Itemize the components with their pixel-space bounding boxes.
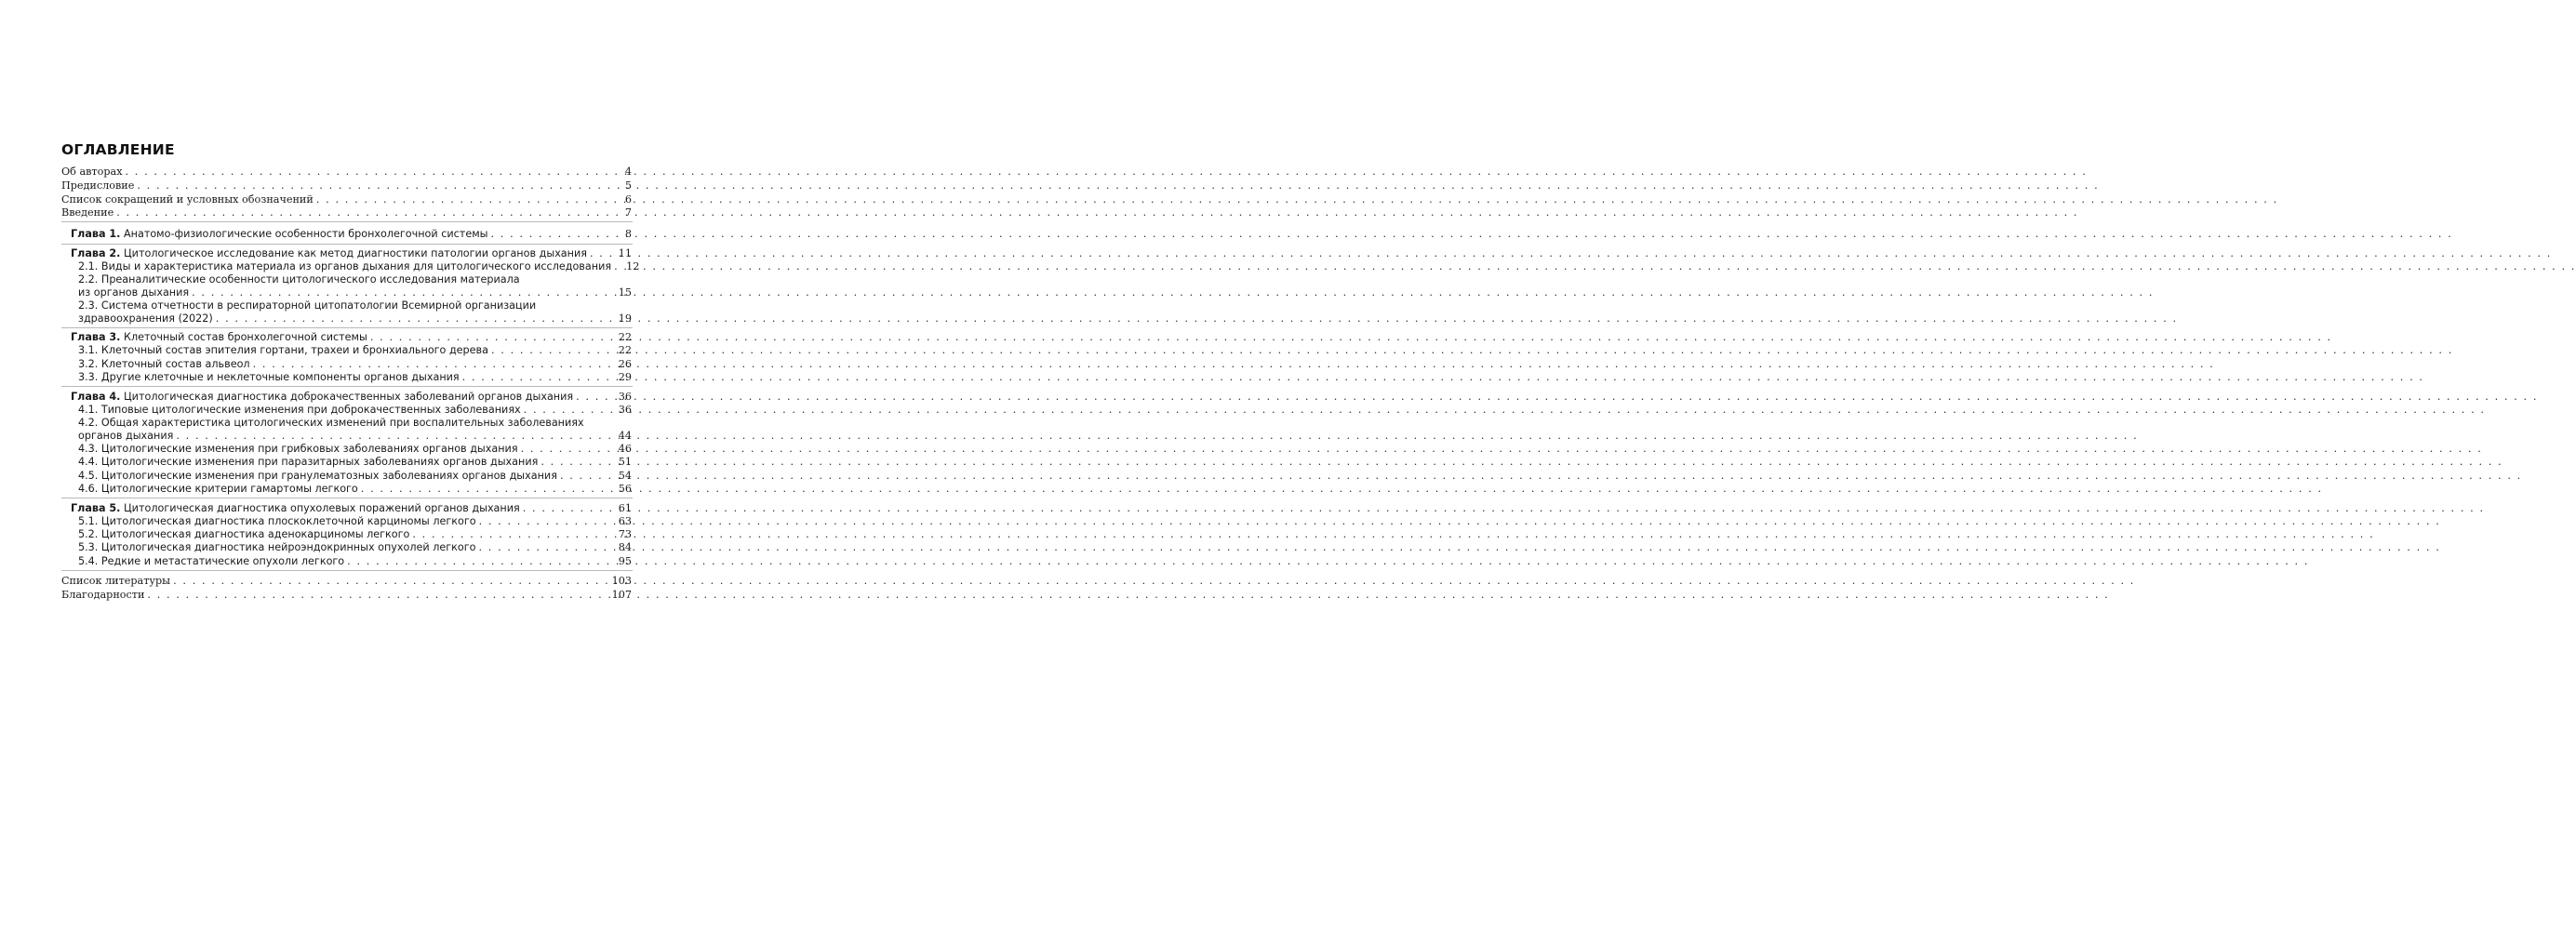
section-title: 4.3. Цитологические изменения при грибковых заболеваниях органов дыхания — [78, 443, 518, 455]
entry-page: 26 — [618, 358, 632, 370]
toc-section-2-3[interactable] — [78, 299, 632, 326]
entry-text: Благодарности — [61, 589, 145, 601]
entry-page: 44 — [618, 430, 632, 442]
section-title-line1: 2.3. Система отчетности в респираторной цитопатологии Всемирной организации — [78, 299, 537, 312]
dot-leader — [478, 541, 615, 554]
dot-leader — [590, 247, 616, 260]
entry-page: 22 — [618, 331, 632, 343]
section-title: 5.2. Цитологическая диагностика аденокарциномы легкого — [78, 528, 410, 540]
dot-leader — [491, 344, 616, 357]
section-title: 5.4. Редкие и метастатические опухоли легкого — [78, 555, 345, 567]
chapter-title: Анатомо-физиологические особенности бронхолегочной системы — [124, 228, 488, 240]
dot-leader — [137, 179, 622, 193]
dot-leader — [126, 166, 622, 179]
entry-page: 36 — [618, 404, 632, 416]
toc-entry-abbreviations[interactable] — [61, 193, 632, 206]
toc-section-4-6[interactable] — [78, 483, 632, 496]
entry-page: 6 — [624, 193, 632, 206]
dot-leader — [192, 286, 616, 299]
dot-leader — [361, 483, 616, 496]
toc-chapter-1[interactable] — [71, 228, 632, 241]
dot-leader — [412, 528, 615, 541]
dot-leader — [614, 260, 623, 273]
toc-section-5-3[interactable] — [78, 541, 632, 554]
section-title: 4.6. Цитологические критерии гамартомы легкого — [78, 483, 358, 495]
entry-page: 61 — [618, 502, 632, 514]
document-page — [0, 0, 698, 930]
dot-leader — [576, 391, 616, 404]
entry-page: 7 — [624, 206, 632, 219]
dot-leader — [524, 404, 616, 417]
section-title: из органов дыхания — [78, 286, 190, 299]
toc-section-2-1[interactable] — [78, 260, 640, 273]
dot-leader — [253, 358, 616, 371]
toc-entry-references[interactable] — [61, 575, 632, 588]
toc-section-3-3[interactable] — [78, 371, 632, 384]
section-title: 2.1. Виды и характеристика материала из органов дыхания для цитологического исследования — [78, 260, 612, 272]
chapter-title: Цитологическая диагностика опухолевых поражений органов дыхания — [124, 502, 520, 514]
section-title: 5.3. Цитологическая диагностика нейроэндокринных опухолей легкого — [78, 541, 476, 553]
section-title: 3.3. Другие клеточные и неклеточные компоненты органов дыхания — [78, 371, 460, 383]
section-title: 4.5. Цитологические изменения при гранулематозных заболеваниях органов дыхания — [78, 470, 557, 482]
chapter-title: Цитологическое исследование как метод диагностики патологии органов дыхания — [124, 247, 587, 259]
section-title: 4.4. Цитологические изменения при паразитарных заболеваниях органов дыхания — [78, 456, 539, 468]
toc-entry-introduction[interactable] — [61, 206, 632, 219]
entry-text: Об авторах — [61, 166, 123, 178]
section-title: 3.2. Клеточный состав альвеол — [78, 358, 250, 370]
toc-section-4-1[interactable] — [78, 404, 632, 417]
dot-leader — [490, 228, 621, 241]
section-divider — [61, 570, 633, 571]
toc-section-4-3[interactable] — [78, 443, 632, 456]
toc-entry-acknowledgements[interactable] — [61, 589, 632, 602]
chapter-title: Цитологическая диагностика доброкачественных заболеваний органов дыхания — [124, 391, 574, 403]
entry-page: 46 — [618, 443, 632, 455]
section-title: 5.1. Цитологическая диагностика плоскоклеточной карциномы легкого — [78, 515, 476, 527]
entry-page: 56 — [618, 483, 632, 495]
dot-leader — [370, 331, 616, 344]
page-title: ОГЛАВЛЕНИЕ — [61, 141, 175, 158]
section-title: здравоохранения (2022) — [78, 312, 213, 325]
toc-section-3-1[interactable] — [78, 344, 632, 357]
chapter-label: Глава 3. — [71, 331, 121, 343]
section-title-line1: 4.2. Общая характеристика цитологических изменений при воспалительных заболеваниях — [78, 417, 584, 429]
entry-page: 103 — [611, 575, 632, 587]
entry-text: Список литературы — [61, 575, 171, 587]
entry-page: 51 — [618, 456, 632, 468]
toc-entry-about-authors[interactable] — [61, 166, 632, 179]
entry-page: 19 — [618, 312, 632, 325]
toc-chapter-4[interactable] — [71, 391, 632, 404]
dot-leader — [523, 502, 616, 515]
entry-page: 11 — [618, 247, 632, 259]
toc-section-5-2[interactable] — [78, 528, 632, 541]
entry-page: 36 — [618, 391, 632, 403]
dot-leader — [173, 575, 609, 588]
toc-section-5-4[interactable] — [78, 555, 632, 568]
entry-page: 84 — [618, 541, 632, 553]
dot-leader — [347, 555, 616, 568]
toc-section-5-1[interactable] — [78, 515, 632, 528]
chapter-label: Глава 1. — [71, 228, 121, 240]
chapter-label: Глава 2. — [71, 247, 121, 259]
entry-page: 73 — [618, 528, 632, 540]
toc-section-4-2[interactable] — [78, 417, 632, 443]
section-title: 4.1. Типовые цитологические изменения при доброкачественных заболеваниях — [78, 404, 521, 416]
dot-leader — [116, 206, 622, 219]
toc-section-4-5[interactable] — [78, 470, 632, 483]
entry-text: Список сокращений и условных обозначений — [61, 193, 314, 206]
section-divider — [61, 327, 633, 328]
entry-page: 54 — [618, 470, 632, 482]
entry-page: 107 — [611, 589, 632, 601]
section-title: органов дыхания — [78, 430, 174, 442]
dot-leader — [176, 430, 615, 443]
entry-text: Предисловие — [61, 179, 135, 192]
section-divider — [61, 386, 633, 387]
dot-leader — [521, 443, 616, 456]
toc-chapter-2[interactable] — [71, 247, 632, 260]
toc-section-2-2[interactable] — [78, 273, 632, 299]
dot-leader — [147, 589, 608, 602]
entry-page: 4 — [624, 166, 632, 178]
entry-page: 29 — [618, 371, 632, 383]
entry-page: 12 — [626, 260, 640, 272]
toc-entry-preface[interactable] — [61, 179, 632, 193]
section-title: 3.1. Клеточный состав эпителия гортани, трахеи и бронхиального дерева — [78, 344, 488, 356]
dot-leader — [462, 371, 616, 384]
entry-page: 95 — [618, 555, 632, 567]
toc-section-4-4[interactable] — [78, 456, 632, 469]
chapter-label: Глава 4. — [71, 391, 121, 403]
toc-section-3-2[interactable] — [78, 358, 632, 371]
entry-page: 8 — [624, 228, 632, 240]
entry-page: 15 — [618, 286, 632, 299]
entry-page: 5 — [624, 179, 632, 192]
chapter-title: Клеточный состав бронхолегочной системы — [124, 331, 367, 343]
toc-chapter-3[interactable] — [71, 331, 632, 344]
section-divider — [61, 221, 633, 222]
dot-leader — [541, 456, 615, 469]
dot-leader — [316, 193, 622, 206]
chapter-label: Глава 5. — [71, 502, 121, 514]
entry-page: 22 — [618, 344, 632, 356]
dot-leader — [560, 470, 616, 483]
dot-leader — [479, 515, 616, 528]
toc-chapter-5[interactable] — [71, 502, 632, 515]
entry-text: Введение — [61, 206, 114, 219]
section-divider — [61, 244, 633, 245]
section-title-line1: 2.2. Преаналитические особенности цитологического исследования материала — [78, 273, 520, 286]
dot-leader — [216, 312, 616, 326]
entry-page: 63 — [618, 515, 632, 527]
